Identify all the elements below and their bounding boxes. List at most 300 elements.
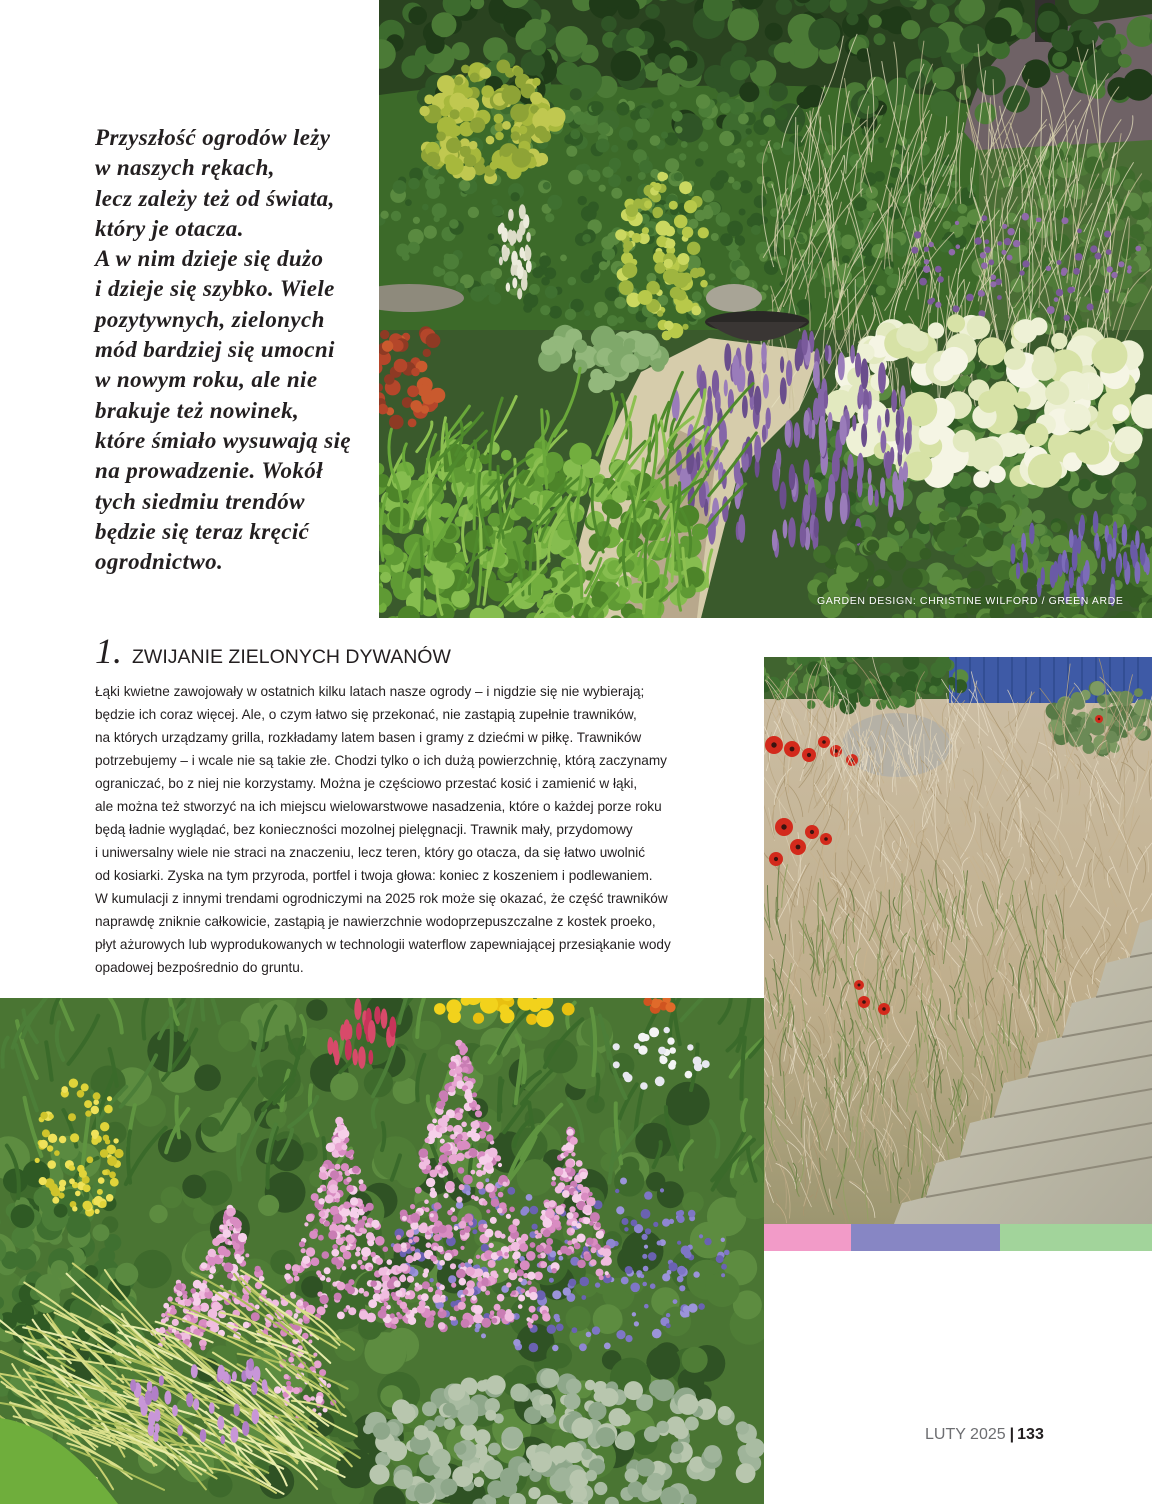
bottom-right-foliage-mark — [977, 502, 999, 524]
salvia-spikes-mark — [810, 487, 817, 515]
left-foliage-mark — [115, 1263, 138, 1286]
salvia-spikes-mark — [780, 377, 787, 404]
hedge-foliage-mark — [611, 188, 622, 199]
hedge-foliage-mark — [715, 170, 728, 183]
hedge-foliage-mark — [491, 268, 503, 280]
intro-line: mód bardziej się umocni — [95, 337, 335, 363]
hedge-foliage-mark — [587, 169, 593, 175]
salvia-spikes-mark — [828, 412, 833, 431]
hedge-foliage-mark — [599, 185, 606, 192]
orange-flowers-mark — [426, 333, 441, 348]
tree-canopy-mark — [769, 83, 788, 102]
verbena-mark — [956, 244, 961, 249]
golden-shrub-mark — [530, 92, 543, 105]
yellow-spire-mark — [677, 253, 689, 265]
hosta-leaves-mark — [623, 338, 636, 351]
yellow-loosestrife-mark — [84, 1100, 92, 1108]
hedge-foliage-mark — [702, 118, 714, 130]
salvia-spikes-mark — [880, 477, 885, 498]
tree-canopy-mark — [570, 88, 582, 100]
golden-shrub-mark — [424, 95, 434, 105]
salvia-spikes-mark — [874, 490, 878, 507]
salvia-spikes-mark — [776, 449, 781, 470]
poppy-center — [790, 747, 795, 752]
yellow-spire-mark — [669, 201, 678, 210]
boulder — [706, 284, 762, 312]
verbena-mark — [978, 290, 985, 297]
hedge-foliage-mark — [408, 242, 420, 254]
salvia-spikes-mark — [905, 432, 911, 454]
section-title: ZWIJANIE ZIELONYCH DYWANÓW — [132, 646, 451, 668]
golden-shrub-mark — [436, 132, 446, 142]
bottom-right-foliage-mark — [835, 547, 855, 567]
hedge-foliage-mark — [570, 129, 580, 139]
top-shrubs-mark — [930, 662, 946, 678]
shadow-foliage-mark — [182, 1175, 206, 1199]
verbena-mark — [997, 295, 1002, 300]
golden-shrub-mark — [426, 152, 441, 167]
intro-line: brakuje też nowinek, — [95, 397, 300, 423]
lavender-mark — [1069, 529, 1074, 548]
verbena-mark — [929, 242, 934, 247]
lavender-mark — [1095, 533, 1099, 551]
white-spires-mark — [525, 247, 531, 261]
yellow-spire-mark — [638, 290, 653, 305]
hydrangea-leaves-mark — [970, 491, 983, 504]
golden-shrub-mark — [460, 146, 471, 157]
yellow-spire-mark — [698, 227, 709, 238]
hydrangeas-mark — [1033, 346, 1054, 367]
top-shrubs-mark — [864, 683, 878, 697]
hedge-foliage-mark — [951, 204, 959, 212]
hedge-foliage-mark — [391, 211, 401, 221]
yellow-loosestrife-mark — [68, 1113, 76, 1121]
background-greens-right-mark — [1054, 200, 1064, 210]
golden-shrub-mark — [479, 67, 491, 79]
yellow-spire-mark — [670, 287, 682, 299]
yellow-loosestrife-mark — [61, 1086, 68, 1093]
shadow-foliage-mark — [218, 1021, 249, 1052]
verbena-mark — [1037, 218, 1041, 222]
body-line: płyt ażurowych lub wyprodukowanych w technologii waterflow zapewniającej przesiąkanie wody — [95, 937, 671, 952]
hedge-foliage-mark — [638, 172, 646, 180]
tree-canopy-mark — [985, 17, 1012, 44]
hedge-foliage-mark — [773, 142, 781, 150]
yellow-loosestrife-mark — [114, 1149, 123, 1158]
hedge-foliage-mark — [762, 285, 768, 291]
yellow-loosestrife-mark — [35, 1158, 40, 1163]
yellow-spire-mark — [679, 181, 692, 194]
verbena-mark — [937, 276, 944, 283]
foreground-foliage-mark — [554, 594, 573, 613]
shadow-foliage-mark — [149, 1205, 167, 1223]
tree-canopy-mark — [655, 53, 671, 69]
salvia-spikes-mark — [839, 415, 846, 445]
salvia-spikes-mark — [899, 466, 904, 487]
top-shrubs-mark — [860, 696, 871, 707]
hedge-foliage-mark — [396, 244, 409, 257]
yellow-spire-mark — [626, 204, 639, 217]
yellow-loosestrife-mark — [95, 1209, 100, 1214]
verbena-mark — [1095, 253, 1102, 260]
tree-canopy-mark — [960, 25, 988, 53]
intro-line: w nowym roku, ale nie — [95, 367, 318, 393]
yellow-spire-mark — [674, 215, 688, 229]
hedge-foliage-mark — [763, 115, 775, 127]
hedge-foliage-mark — [842, 255, 850, 263]
hedge-foliage-mark — [639, 108, 650, 119]
poppy-center — [796, 845, 801, 850]
hedge-foliage-mark — [432, 203, 447, 218]
perennial-border-photo — [0, 998, 764, 1504]
yellow-loosestrife-mark — [93, 1099, 99, 1105]
golden-shrub-mark — [511, 131, 520, 140]
salvia-spikes-mark — [861, 423, 867, 447]
shadow-foliage-mark — [258, 1195, 279, 1216]
shadow-foliage-mark — [546, 1343, 572, 1369]
lavender-mark — [1029, 523, 1034, 545]
hydrangea-leaves-mark — [1078, 479, 1090, 491]
bottom-right-foliage-mark — [1095, 608, 1105, 618]
verbena-mark — [1061, 270, 1067, 276]
yellow-spire-mark — [652, 207, 663, 218]
intro-line: tych siedmiu trendów — [95, 488, 305, 514]
yellow-spire-mark — [657, 172, 666, 181]
salvia-spikes-mark — [891, 389, 897, 412]
hedge-foliage-mark — [433, 266, 440, 273]
verbena-mark — [955, 221, 959, 225]
shadow-foliage-mark — [705, 1272, 740, 1307]
hedge-foliage-mark — [607, 315, 618, 326]
salvia-spikes-mark — [814, 517, 819, 538]
hedge-foliage-mark — [652, 101, 660, 109]
hydrangeas-mark — [1030, 317, 1048, 335]
lavender-mark — [1023, 552, 1028, 573]
verbena-mark — [1046, 266, 1051, 271]
lavender-mark — [1113, 521, 1118, 539]
verbena-mark — [1073, 268, 1080, 275]
salvia-spikes-mark — [763, 374, 769, 399]
hedge-foliage-mark — [738, 114, 749, 125]
yellow-loosestrife-mark — [93, 1092, 101, 1100]
salvia-spikes-mark — [745, 343, 752, 371]
verbena-mark — [1111, 272, 1117, 278]
yellow-spire-mark — [665, 239, 675, 249]
intro-line: w naszych rękach, — [95, 155, 275, 181]
hedge-foliage-mark — [732, 181, 741, 190]
left-foliage-mark — [11, 1204, 35, 1228]
salvia-spikes-mark — [788, 517, 796, 547]
shadow-foliage-mark — [393, 1078, 419, 1104]
hydrangeas-mark — [896, 323, 921, 348]
salvia-spikes-mark — [738, 514, 745, 543]
verbena-mark — [1107, 266, 1113, 272]
shadow-foliage-mark — [194, 1064, 221, 1091]
yellow-spire-mark — [664, 269, 679, 284]
hedge-foliage-mark — [679, 153, 686, 160]
hydrangeas-mark — [947, 314, 965, 332]
salvia-spikes-mark — [824, 390, 829, 409]
hedge-foliage-mark — [696, 94, 710, 108]
bottom-right-foliage-mark — [1100, 514, 1113, 527]
salvia-spikes-mark — [850, 345, 855, 364]
tree-canopy-mark — [1052, 52, 1067, 67]
verbena-mark — [1047, 306, 1055, 314]
intro-line: które śmiało wysuwają się — [95, 427, 351, 453]
intro-line: będzie się teraz kręcić — [95, 518, 310, 544]
hedge-foliage-mark — [698, 141, 708, 151]
salvia-spikes-mark — [828, 474, 835, 502]
yellow-loosestrife-mark — [47, 1160, 56, 1169]
lavender-mark — [1050, 565, 1056, 589]
hydrangeas-mark — [1092, 338, 1128, 374]
color-bar-green — [1000, 1224, 1152, 1251]
hedge-foliage-mark — [675, 126, 682, 133]
yellow-loosestrife-mark — [42, 1129, 50, 1137]
hydrangeas-mark — [1112, 404, 1129, 421]
left-foliage-mark — [66, 1213, 91, 1238]
bottom-right-foliage-mark — [983, 531, 1003, 551]
lavender-mark — [1108, 543, 1113, 561]
hedge-foliage-mark — [481, 291, 487, 297]
golden-shrub-mark — [470, 73, 480, 83]
tree-canopy-mark — [1038, 11, 1060, 33]
salvia-spikes-mark — [789, 464, 796, 490]
salvia-spikes-mark — [794, 422, 800, 448]
foreground-foliage-mark — [514, 499, 531, 516]
yellow-spire-mark — [684, 200, 697, 213]
yellow-loosestrife-mark — [77, 1090, 85, 1098]
lavender-mark — [1140, 543, 1146, 566]
shadow-foliage-mark — [306, 999, 327, 1020]
hedge-foliage-mark — [444, 271, 459, 286]
hedge-foliage-mark — [598, 122, 611, 135]
shadow-foliage-mark — [666, 1082, 710, 1126]
hydrangea-leaves-mark — [1033, 524, 1046, 537]
verbena-mark — [1087, 303, 1094, 310]
golden-shrub-mark — [454, 76, 463, 85]
verbena-mark — [952, 305, 959, 312]
foreground-foliage-mark — [569, 443, 591, 465]
salvia-spikes-mark — [840, 493, 848, 525]
yellow-loosestrife-mark — [110, 1178, 119, 1187]
hedge-foliage-mark — [596, 139, 610, 153]
hedge-foliage-mark — [611, 145, 619, 153]
hedge-foliage-mark — [878, 137, 884, 143]
foreground-foliage-mark — [501, 450, 512, 461]
tree-canopy-mark — [531, 40, 546, 55]
verbena-mark — [984, 247, 991, 254]
hydrangeas-mark — [988, 465, 1006, 483]
body-line: potrzebujemy – i wcale nie są takie złe. Chodzi tylko o ich dużą powierzchnię, którą zaczynamy — [95, 753, 667, 768]
hedge-foliage-mark — [560, 255, 567, 262]
top-shrubs-mark — [929, 686, 937, 694]
verbena-mark — [988, 259, 994, 265]
shadow-foliage-mark — [323, 1287, 366, 1330]
tree-canopy-mark — [601, 16, 617, 32]
hedge-foliage-mark — [958, 204, 968, 214]
salvia-spikes-mark — [847, 454, 853, 479]
yellow-loosestrife-mark — [59, 1136, 66, 1143]
lavender-mark — [1065, 558, 1069, 574]
hedge-foliage-mark — [704, 205, 712, 213]
yellow-loosestrife-mark — [52, 1197, 59, 1204]
golden-shrub-mark — [502, 121, 511, 130]
hydrangeas-mark — [928, 322, 944, 338]
yellow-spire-mark — [653, 183, 661, 191]
verbena-mark — [1104, 231, 1111, 238]
body-line: i uniwersalny wiele nie straci na znaczeniu, lecz teren, który go otacza, da się łatwo uwolnić — [95, 845, 646, 860]
tree-canopy-mark — [1051, 29, 1074, 52]
white-spires-mark — [526, 260, 532, 273]
tree-canopy-mark — [524, 19, 546, 41]
yellow-loosestrife-mark — [79, 1170, 87, 1178]
salvia-spikes-mark — [861, 358, 869, 389]
bottom-right-foliage-mark — [894, 521, 905, 532]
lavender-mark — [1122, 524, 1128, 546]
hedge-foliage-mark — [841, 235, 856, 250]
salvia-spikes-mark — [900, 385, 905, 407]
body-line: od kosiarki. Zyska na tym przyroda, portfel i twoja głowa: koniec z koszeniem i podlewaniem. — [95, 868, 653, 883]
right-shrub-mark — [1134, 688, 1143, 697]
hedge-foliage-mark — [617, 103, 630, 116]
golden-shrub-mark — [439, 76, 450, 87]
golden-shrub-mark — [546, 107, 566, 127]
shadow-foliage-mark — [201, 1117, 221, 1137]
hedge-foliage-mark — [798, 262, 812, 276]
hedge-foliage-mark — [393, 180, 407, 194]
hedge-foliage-mark — [864, 255, 875, 266]
tree-canopy-mark — [907, 71, 926, 90]
hedge-foliage-mark — [635, 118, 650, 133]
hedge-foliage-mark — [456, 283, 465, 292]
hedge-foliage-mark — [545, 213, 554, 222]
hedge-foliage-mark — [661, 132, 668, 139]
shadow-foliage-mark — [566, 1306, 591, 1331]
yellow-loosestrife-mark — [72, 1206, 77, 1211]
golden-shrub-mark — [459, 107, 474, 122]
poppy-center — [824, 837, 828, 841]
shadow-foliage-mark — [646, 1346, 680, 1380]
yellow-loosestrife-mark — [49, 1114, 54, 1119]
tree-canopy-mark — [869, 15, 882, 28]
salvia-spikes-mark — [819, 416, 827, 447]
yellow-loosestrife-mark — [92, 1134, 97, 1139]
hedge-foliage-mark — [545, 286, 558, 299]
hedge-foliage-mark — [540, 305, 550, 315]
bottom-right-foliage-mark — [1040, 535, 1052, 547]
golden-shrub-mark — [510, 104, 529, 123]
verbena-mark — [949, 249, 956, 256]
yellow-spire-mark — [644, 200, 652, 208]
tree-canopy-mark — [669, 55, 687, 73]
hosta-leaves-mark — [574, 340, 587, 353]
hydrangeas-mark — [978, 337, 1006, 365]
white-spires-mark — [521, 276, 528, 291]
salvia-spikes-mark — [783, 520, 788, 539]
tree-canopy-mark — [808, 18, 840, 50]
bottom-right-foliage-mark — [939, 511, 950, 522]
lavender-mark — [1116, 557, 1121, 577]
yellow-loosestrife-mark — [54, 1150, 60, 1156]
intro-lead — [95, 123, 377, 577]
photo-credit: GARDEN DESIGN: CHRISTINE WILFORD / GREEN ARDE — [817, 595, 1124, 607]
bottom-right-foliage-mark — [887, 552, 906, 571]
lavender-mark — [1021, 533, 1026, 553]
verbena-mark — [919, 278, 927, 286]
verbena-mark — [1019, 270, 1024, 275]
salvia-spikes-mark — [868, 484, 873, 505]
hedge-foliage-mark — [736, 266, 750, 280]
yellow-loosestrife-mark — [82, 1201, 92, 1211]
yellow-loosestrife-mark — [83, 1184, 91, 1192]
bottom-right-foliage-mark — [873, 575, 884, 586]
golden-shrub-mark — [501, 146, 512, 157]
hedge-foliage-mark — [781, 141, 795, 155]
white-spires-mark — [502, 246, 509, 261]
lavender-mark — [1102, 557, 1106, 573]
hedge-foliage-mark — [719, 131, 734, 146]
verbena-mark — [1054, 297, 1059, 302]
top-shrubs-mark — [877, 675, 893, 691]
hedge-foliage-mark — [614, 297, 626, 309]
golden-shrub-mark — [490, 161, 499, 170]
hedge-foliage-mark — [674, 172, 683, 181]
color-bar-purple — [851, 1224, 1000, 1251]
yellow-spire-mark — [615, 229, 626, 240]
section-number: 1. — [95, 631, 122, 671]
yellow-loosestrife-mark — [102, 1170, 108, 1176]
left-foliage-mark — [54, 1204, 68, 1218]
white-spires-mark — [519, 204, 526, 219]
yellow-loosestrife-mark — [106, 1194, 114, 1202]
top-shrubs-mark — [880, 663, 891, 674]
verbena-mark — [911, 247, 918, 254]
body-line: na których urządzamy grilla, rozkładamy latem basen i gramy z dziećmi w piłkę. Trawników — [95, 730, 642, 745]
golden-shrub-mark — [481, 85, 494, 98]
hedge-foliage-mark — [584, 310, 590, 316]
verbena-mark — [982, 215, 988, 221]
foreground-leaves-mark — [421, 539, 423, 614]
salvia-spikes-mark — [724, 343, 731, 371]
tree-canopy-mark — [731, 42, 746, 57]
yellow-loosestrife-mark — [107, 1156, 117, 1166]
salvia-spikes-mark — [739, 365, 746, 392]
salvia-spikes-mark — [761, 342, 767, 364]
yellow-loosestrife-mark — [40, 1112, 47, 1119]
white-spires-mark — [517, 265, 524, 279]
verbena-mark — [1064, 315, 1070, 321]
bottom-right-foliage-mark — [1051, 522, 1061, 532]
salvia-spikes-mark — [732, 355, 740, 386]
bottom-right-foliage-mark — [1051, 535, 1069, 553]
background-greens-right-mark — [1068, 215, 1077, 224]
hydrangeas-mark — [1013, 391, 1030, 408]
yellow-spire-mark — [632, 233, 642, 243]
poppy-center — [882, 1007, 886, 1011]
hedge-foliage-mark — [866, 200, 878, 212]
shadow-foliage-mark — [133, 1250, 172, 1289]
golden-shrub-mark — [486, 136, 495, 145]
orange-flowers-mark — [389, 415, 404, 430]
verbena-mark — [981, 262, 988, 269]
salvia-spikes-mark — [795, 348, 801, 372]
verbena-mark — [1062, 217, 1069, 224]
verbena-mark — [1067, 287, 1074, 294]
body-line: ograniczać, bo z niej nie korzystamy. Można je częściowo przestać kosić i zamienić w łąki, — [95, 776, 638, 791]
hedge-foliage-mark — [523, 304, 532, 313]
shadow-foliage-mark — [682, 1347, 708, 1373]
